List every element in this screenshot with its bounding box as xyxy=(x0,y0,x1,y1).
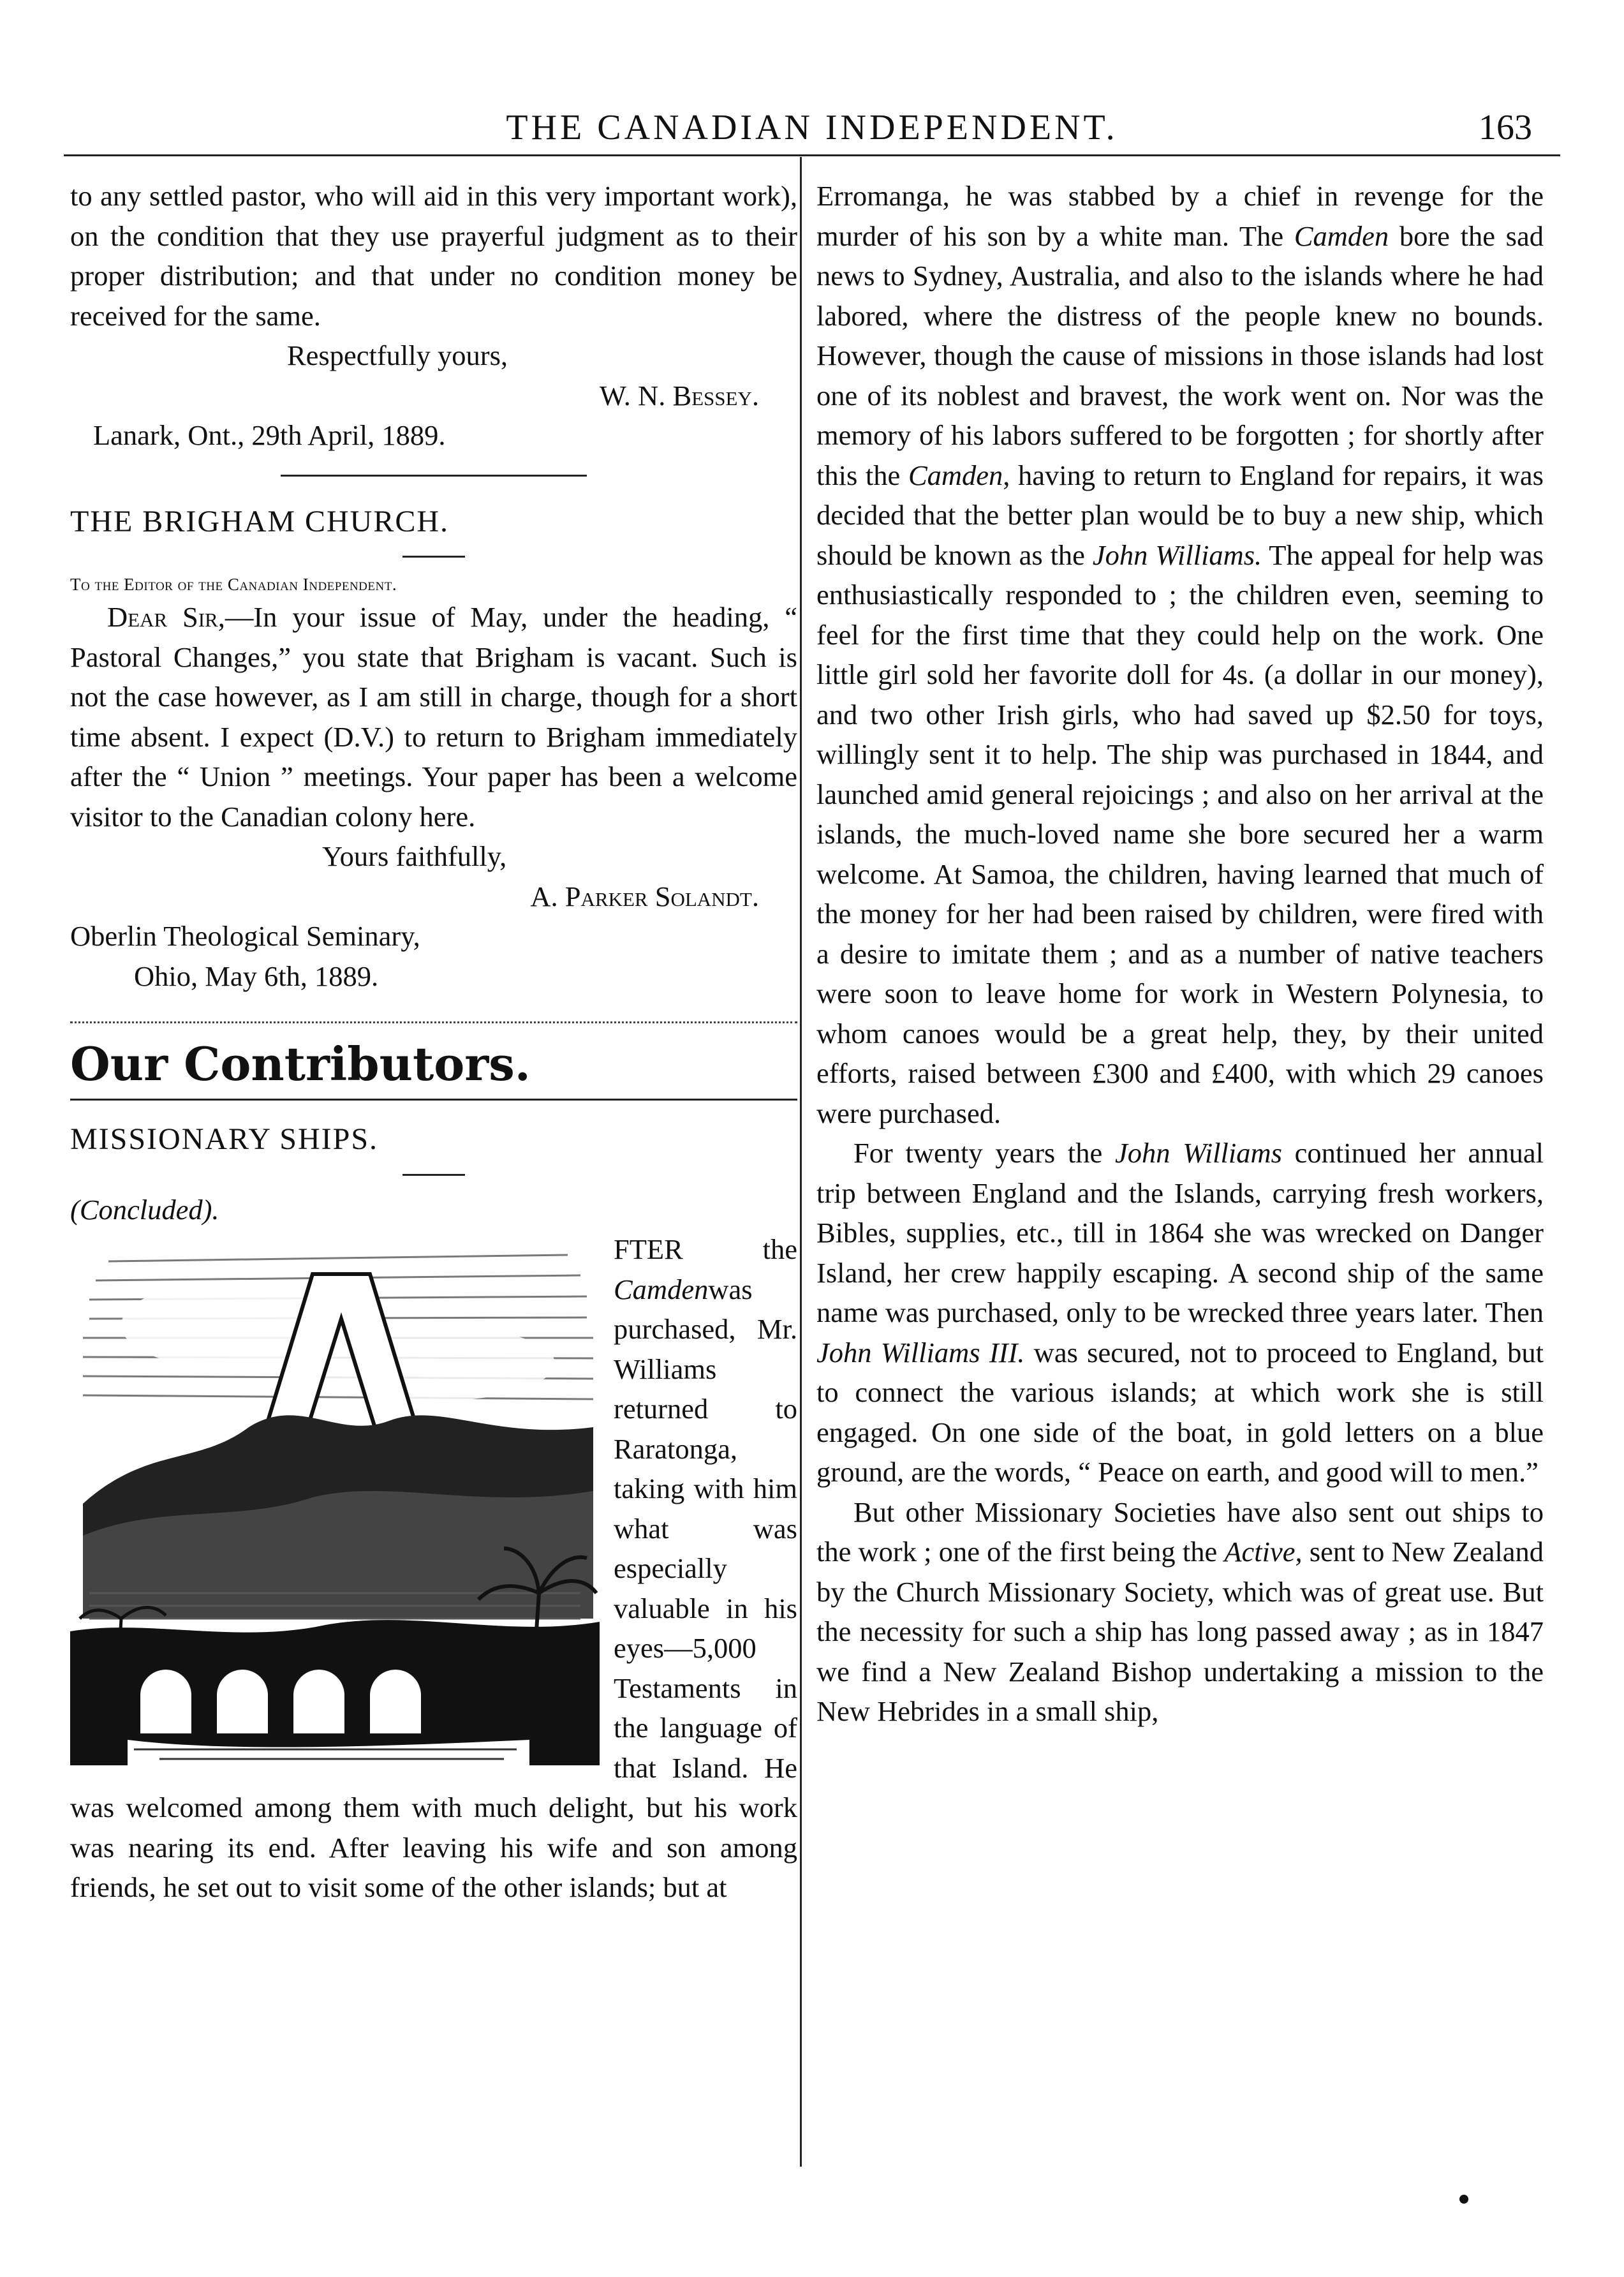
title-rule xyxy=(402,556,465,558)
left-column xyxy=(70,176,797,1908)
contributors-rule xyxy=(70,1099,797,1101)
text-run: was secured, not to proceed to England, but to connect the various islands; at which work she is still engaged. On one side of the boat, in gold letters on a blue ground, are the words, “ Peace on earth, and good will to men.” xyxy=(816,1336,1544,1488)
ship-name: Camden xyxy=(614,1273,709,1305)
ship-name: John Williams. xyxy=(1092,538,1262,571)
text-run: continued her annual trip between England and the Islands, carrying fresh workers, Bibles, supplies, etc., till in 1864 she was wrecked on Danger Island, her crew happily escaping. A second ship of the same name was purchased, only to be wrecked three years later. Then xyxy=(816,1137,1544,1328)
drop-initial-block xyxy=(70,1229,797,1908)
text-run: sent to New Zealand by the Church Missionary Society, which was of great use. But the necessity for such a ship has long passed away ; as in 1847 we find a New Zealand Bishop undertaking a mission to the New Hebrides in a small ship, xyxy=(816,1536,1544,1727)
letter-closing: Respectfully yours, xyxy=(287,339,508,371)
header-rule xyxy=(64,154,1560,156)
letter-place-date: Lanark, Ont., 29th April, 1889. xyxy=(93,419,446,451)
page-header xyxy=(64,107,1560,158)
text-line: and that under no condition money be received xyxy=(70,260,797,332)
to-editor-line: To the Editor of the Canadian Independent. xyxy=(70,575,397,594)
text-run: The appeal for help was enthusiastically responded to ; the children even, seeming to feel for the first time that they could help on the work. One little girl sold her favorite doll for 4s. (a dollar in our money), and two other Irish girls, who had saved up $2.50 for toys, willingly sent it to help. The ship was purchased in 1844, and launched amid general rejoicings ; and also on her arrival at the islands, the much-loved name she bore secured her a warm welcome. At Samoa, the children, having learned that much of the money for her had been raised by children, were fired with a desire to imitate them ; and as a number of native teachers were soon to leave home for work in Western Polynesia, to whom canoes would be a great help, they, by their united efforts, raised between £300 and £400, with which 29 canoes were purchased. xyxy=(816,538,1544,1129)
text-run: , having to return to England for repairs, it was decided that the better plan would be to buy a new ship, which should be known as the xyxy=(816,459,1544,571)
salutation: Dear Sir, xyxy=(107,601,225,633)
missionary-paragraph-1 xyxy=(816,176,1544,1133)
missionary-paragraph-2 xyxy=(816,1133,1544,1492)
text-line: to any settled pastor, who will aid in this very xyxy=(70,180,604,212)
missionary-paragraph-3 xyxy=(816,1492,1544,1732)
engraved-initial-icon xyxy=(70,1236,600,1765)
brigham-address-1: Oberlin Theological Seminary, xyxy=(70,920,420,952)
ship-name: Camden xyxy=(1294,219,1389,252)
text-run: Erromanga, he was stabbed by a chief in revenge for the murder of his son by a white man. The xyxy=(816,180,1544,252)
text-line: important work), on the condition that they use xyxy=(70,180,797,252)
contributors-heading: Our Contributors. xyxy=(70,1037,531,1091)
missionary-ships-title: MISSIONARY SHIPS. xyxy=(70,1122,379,1156)
column-rule xyxy=(800,157,802,2167)
brigham-letter-body xyxy=(70,597,797,836)
drop-text-rest: was purchased, Mr. Williams returned to Raratonga, taking with him what was especially valuable in his eyes—5,000 Testaments in the language of that Island. He was welcomed among them with much delight, but his work was nearing its end. After leaving his wife and son among friends, he set out to visit some of the other islands; but at xyxy=(70,1273,797,1903)
ship-name: John Williams III. xyxy=(816,1336,1025,1368)
text-line: prayerful judgment as to their proper distribution; xyxy=(70,219,797,292)
text-run: bore the sad news to Sydney, Australia, and also to the islands where he had labored, where the distress of the people knew no bounds. However, though the cause of missions in those islands had lost one of its noblest and bravest, the work went on. Nor was the memory of his labors suffered to be forgotten ; for shortly after this the xyxy=(816,219,1544,491)
ship-name: John Williams xyxy=(1115,1137,1282,1169)
brigham-address-2: Ohio, May 6th, 1889. xyxy=(134,960,379,992)
drop-text-start: FTER the xyxy=(614,1233,797,1265)
ship-name: Camden xyxy=(908,459,1003,491)
brigham-body-text: —In your issue of May, under the heading, “ Pastoral Changes,” you state that Brigham is vacant. Such is not the case however, as I am still in charge, though for a short time absent. I expect (D.V.) to return to Brigham immediately after the “ Union ” meetings. Your paper has been a welcome visitor to the Canadian colony here. xyxy=(70,601,798,833)
letter-signature: W. N. Bessey. xyxy=(599,379,759,412)
right-column xyxy=(816,176,1544,1732)
section-divider xyxy=(281,475,587,477)
text-line: for the same. xyxy=(173,299,321,332)
page-dot xyxy=(1459,2195,1468,2204)
brigham-closing: Yours faithfully, xyxy=(322,840,507,872)
concluded-label: (Concluded). xyxy=(70,1193,219,1226)
brigham-signature: A. Parker Solandt. xyxy=(530,880,759,912)
text-run: For twenty years the xyxy=(853,1137,1115,1169)
page-number: 163 xyxy=(1479,108,1532,147)
dotted-divider xyxy=(70,1021,797,1023)
ship-name: Active, xyxy=(1224,1536,1303,1568)
brigham-title: THE BRIGHAM CHURCH. xyxy=(70,504,450,538)
text-run: But other Missionary Societies have also sent out ships to the work ; one of the first being the xyxy=(816,1495,1544,1568)
letter-continuation xyxy=(70,176,797,336)
running-title: THE CANADIAN INDEPENDENT. xyxy=(506,108,1118,147)
title-rule xyxy=(402,1174,465,1176)
